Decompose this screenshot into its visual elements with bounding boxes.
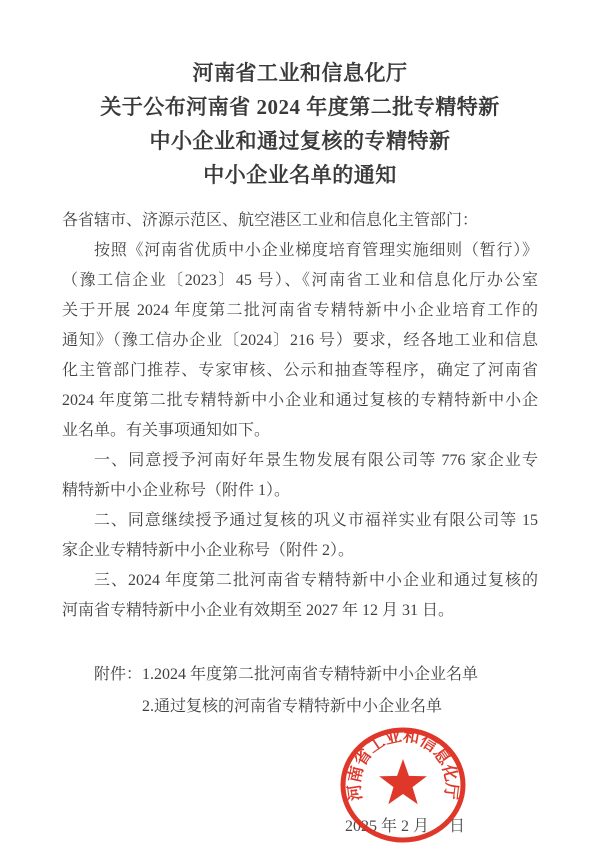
attachment-line-1: 附件：1.2024 年度第二批河南省专精特新中小企业名单 (94, 666, 479, 683)
body-line: 精特新中小企业称号（附件 1）。 (62, 482, 291, 499)
body-line: 家企业专精特新中小企业称号（附件 2）。 (62, 542, 355, 559)
body-line: （豫工信企业〔2023〕45 号）、《河南省工业和信息化厅办公室 (62, 272, 538, 289)
title-line-4: 中小企业名单的通知 (203, 163, 397, 187)
issue-date-prefix: 2025 年 2 月 (345, 818, 430, 835)
body-line: 按照《河南省优质中小企业梯度培育管理实施细则（暂行）》 (94, 242, 538, 259)
seal-star-icon (379, 759, 427, 804)
body-line: 通知》（豫工信办企业〔2024〕216 号）要求，经各地工业和信息 (62, 332, 538, 349)
body-line-item-3: 三、2024 年度第二批河南省专精特新中小企业和通过复核的 (94, 572, 538, 589)
title-line-2: 关于公布河南省 2024 年度第二批专精特新 (100, 95, 500, 119)
issue-date-suffix: 日 (449, 818, 466, 835)
body-line: 河南省专精特新中小企业有效期至 2027 年 12 月 31 日。 (62, 602, 455, 619)
body-line: 化主管部门推荐、专家审核、公示和抽查等程序，确定了河南省 (62, 362, 538, 379)
title-line-3: 中小企业和通过复核的专精特新 (149, 129, 451, 153)
title-line-1: 河南省工业和信息化厅 (192, 61, 408, 85)
document-body (62, 206, 538, 626)
seal-text: 河南省工业和信息化厅 (344, 725, 462, 802)
attachment-line-2: 2.通过复核的河南省专精特新中小企业名单 (142, 698, 443, 715)
body-line-item-2: 二、同意继续授予通过复核的巩义市福祥实业有限公司等 15 (94, 512, 538, 529)
salutation-line: 各省辖市、济源示范区、航空港区工业和信息化主管部门： (62, 212, 479, 229)
attachments-list (62, 659, 538, 723)
document-title (0, 56, 600, 192)
issue-date (345, 813, 465, 836)
body-line-item-1: 一、同意授予河南好年景生物发展有限公司等 776 家企业专 (94, 452, 538, 469)
body-line: 业名单。有关事项通知如下。 (62, 422, 271, 439)
body-line: 2024 年度第二批专精特新中小企业和通过复核的专精特新中小企 (62, 392, 538, 409)
body-line: 关于开展 2024 年度第二批河南省专精特新中小企业培育工作的 (62, 302, 538, 319)
